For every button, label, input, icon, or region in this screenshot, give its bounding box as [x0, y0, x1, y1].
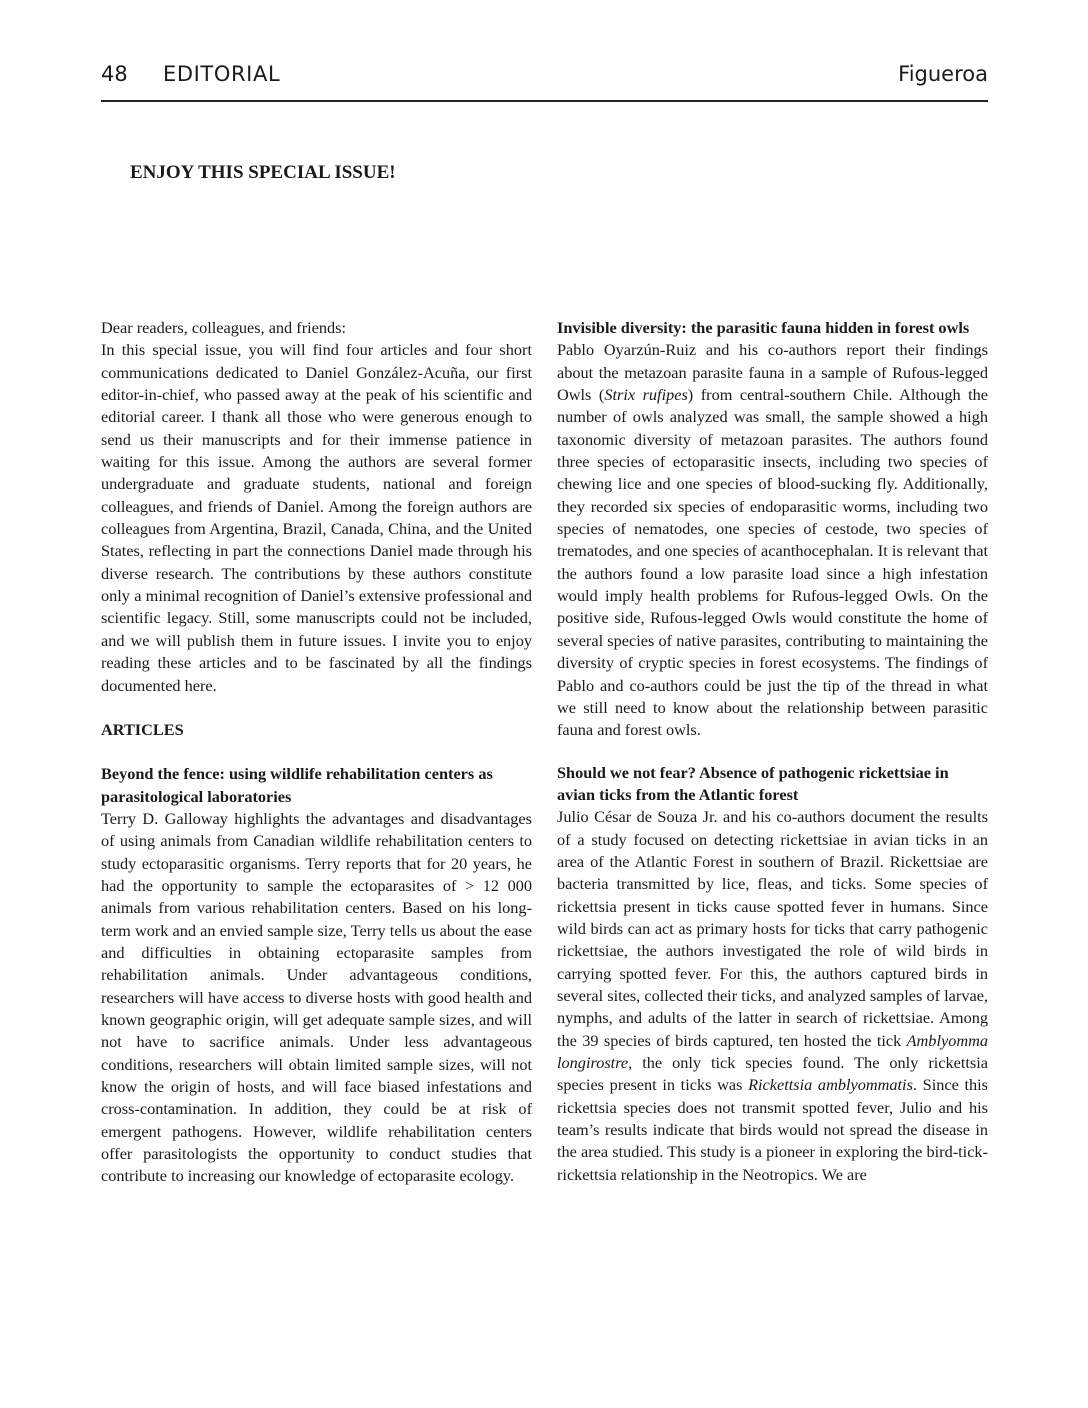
article-title-2: Invisible diversity: the parasitic fauna hidden in forest owls [557, 318, 970, 337]
greeting: Dear readers, colleagues, and friends: [101, 318, 347, 337]
intro-paragraph: In this special issue, you will find four articles and four short communications dedicated to Daniel González-Acuña, our first editor-in-chief, who passed away at the peak of his scientific and editorial career. I thank all those who were generous enough to send us their manuscripts and for their immense patience in waiting for this issue. Among the authors are several former undergraduate and graduate students, national and foreign colleagues, and friends of Daniel. Among the foreign authors are colleagues from Argentina, Brazil, Canada, China, and the United States, reflecting in part the connections Daniel made through his diverse research. The contributions by these authors constitute only a minimal recognition of Daniel’s extensive professional and scientific legacy. Still, some manuscripts could not be included, and we will publish them in future issues. I invite you to enjoy reading these articles and to be fascinated by all the findings documented here. [101, 340, 532, 695]
article-body-3-b: , the only tick species found. The only rickettsia species present in ticks was [557, 1053, 988, 1095]
page-number: 48 [101, 62, 128, 86]
right-column [557, 317, 988, 1186]
article-body-3 [557, 806, 988, 1186]
left-column [101, 317, 532, 1188]
articles-heading: ARTICLES [101, 719, 184, 739]
running-author: Figueroa [898, 62, 988, 86]
species-name: Rickettsia amblyommatis [748, 1075, 913, 1095]
species-name: Strix rufipes [604, 385, 688, 405]
article-body-3-a: Julio César de Souza Jr. and his co-authors document the results of a study focused on detecting rickettsiae in avian ticks in an area of the Atlantic Forest in southern of Brazil. Rickettsiae are bacteria transmitted by lice, fleas, and ticks. Some species of rickettsia present in ticks cause spotted fever in humans. Since wild birds can act as primary hosts for ticks that carry pathogenic rickettsiae, the authors investigated the role of wild birds in carrying spotted fever. For this, the authors captured birds in several sites, collected their ticks, and analyzed samples of larvae, nymphs, and adults of the latter in search of rickettsiae. Among the 39 species of birds captured, ten hosted the tick [557, 807, 988, 1050]
article-body-2 [557, 339, 988, 741]
article-title-1: Beyond the fence: using wildlife rehabilitation centers as parasitological laboratories [101, 764, 493, 806]
article-body-1: Terry D. Galloway highlights the advantages and disadvantages of using animals from Canadian wildlife rehabilitation centers to study ectoparasitic organisms. Terry reports that for 20 years, he had the opportunity to sample the ectoparasites of > 12 000 animals from various rehabilitation centers. Based on his long-term work and an envied sample size, Terry tells us about the ease and difficulties in obtaining ectoparasite samples from rehabilitation animals. Under advantageous conditions, researchers will have access to diverse hosts with good health and known geographic origin, will get adequate sample sizes, and will not have to sacrifice animals. Under less advantageous conditions, researchers will obtain limited sample sizes, will not know the origin of hosts, and will face biased infestations and cross-contamination. In addition, they could be at risk of emergent pathogens. However, wildlife rehabilitation centers offer parasitologists the opportunity to conduct studies that contribute to increasing our knowledge of ectoparasite ecology. [101, 808, 532, 1186]
section-label: EDITORIAL [163, 62, 281, 86]
running-header [101, 60, 988, 102]
issue-title: ENJOY THIS SPECIAL ISSUE! [130, 162, 396, 183]
species-name: Amblyomma longirostre [557, 1030, 988, 1072]
article-title-3: Should we not fear? Absence of pathogenic rickettsiae in avian ticks from the Atlantic forest [557, 762, 949, 804]
article-body-2-b: ) from central-southern Chile. Although the number of owls analyzed was small, the sample showed a high taxonomic diversity of metazoan parasites. The authors found three species of ectoparasitic insects, including two species of chewing lice and one species of blood-sucking fly. Additionally, they recorded six species of endoparasitic worms, including two species of nematodes, one species of cestode, two species of trematodes, and one species of acanthocephalan. It is relevant that the authors found a low parasite load since a high infestation would imply health problems for Rufous-legged Owls. On the positive side, Rufous-legged Owls would constitute the home of several species of native parasites, contributing to maintaining the diversity of cryptic species in forest ecosystems. The findings of Pablo and co-authors could be just the tip of the thread in what we still need to know about the relationship between parasitic fauna and forest owls. [557, 385, 989, 740]
article-body-3-c: . Since this rickettsia species does not transmit spotted fever, Julio and his team’s results indicate that birds would not spread the disease in the area studied. This study is a pioneer in exploring the bird-tick-rickettsia relationship in the Neotropics. We are [557, 1075, 988, 1184]
article-body-2-a: Pablo Oyarzún-Ruiz and his co-authors report their findings about the metazoan parasite fauna in a sample of Rufous-legged Owls ( [557, 340, 988, 405]
